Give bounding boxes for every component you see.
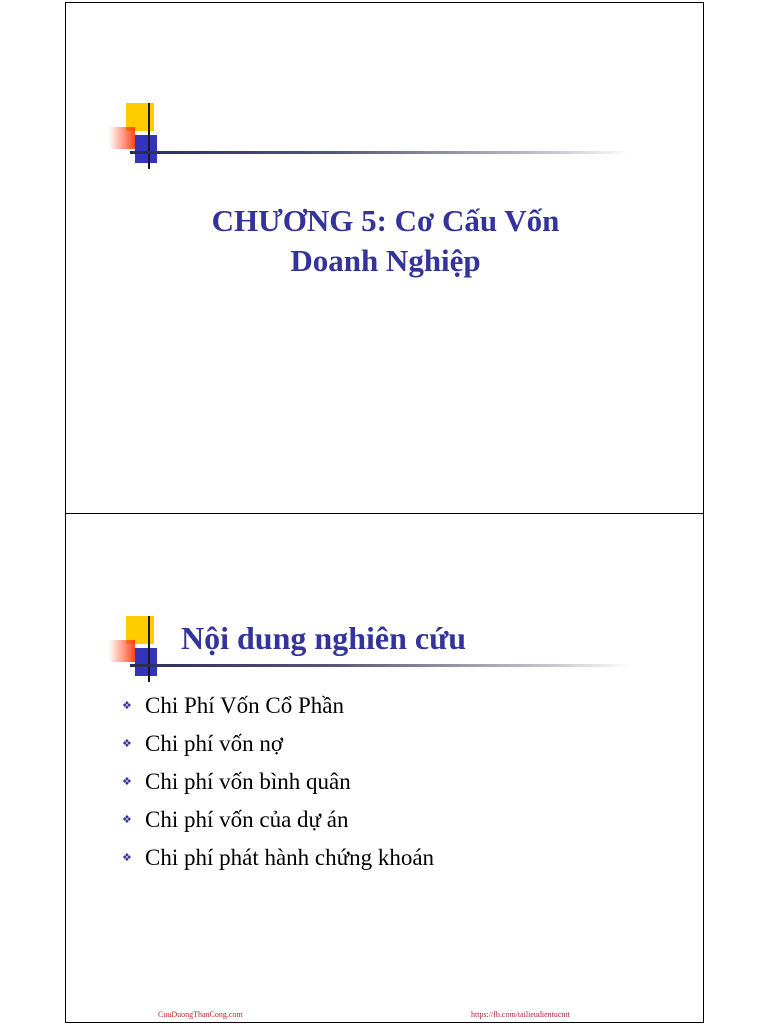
- logo-blue-square: [135, 648, 157, 676]
- chapter-title-line2: Doanh Nghiệp: [290, 243, 481, 278]
- list-item: [122, 839, 434, 877]
- diamond-bullet-icon: ❖: [122, 699, 132, 712]
- footer-source-link[interactable]: CuuDuongThanCong.com: [158, 1010, 243, 1019]
- logo-horizontal-rule: [130, 151, 630, 154]
- logo-red-square: [109, 127, 135, 149]
- list-item: [122, 725, 434, 763]
- diamond-bullet-icon: ❖: [122, 813, 132, 826]
- list-item: [122, 687, 434, 725]
- slide-contents: [65, 513, 704, 1023]
- slide-logo-icon: [66, 616, 146, 686]
- logo-vertical-line: [148, 103, 150, 169]
- chapter-title-line1: CHƯƠNG 5: Cơ Cấu Vốn: [211, 203, 560, 238]
- logo-red-square: [109, 640, 135, 662]
- diamond-bullet-icon: ❖: [122, 851, 132, 864]
- list-item: [122, 763, 434, 801]
- slide-title: [65, 2, 704, 514]
- list-item-text: Chi phí phát hành chứng khoán: [145, 845, 435, 870]
- list-item-text: Chi phí vốn của dự án: [145, 807, 349, 832]
- logo-blue-square: [135, 135, 157, 163]
- contents-heading: Nội dung nghiên cứu: [181, 620, 467, 656]
- list-item-text: Chi phí vốn nợ: [145, 731, 284, 756]
- footer-url-link[interactable]: https://fb.com/tailieudientucntt: [471, 1010, 570, 1019]
- list-item-text: Chi Phí Vốn Cổ Phần: [145, 693, 344, 718]
- logo-horizontal-rule: [130, 664, 630, 667]
- contents-list: [122, 687, 434, 877]
- slide-logo-icon: [66, 103, 146, 173]
- diamond-bullet-icon: ❖: [122, 737, 132, 750]
- list-item-text: Chi phí vốn bình quân: [145, 769, 351, 794]
- chapter-title: [66, 201, 705, 281]
- diamond-bullet-icon: ❖: [122, 775, 132, 788]
- list-item: [122, 801, 434, 839]
- logo-vertical-line: [148, 616, 150, 682]
